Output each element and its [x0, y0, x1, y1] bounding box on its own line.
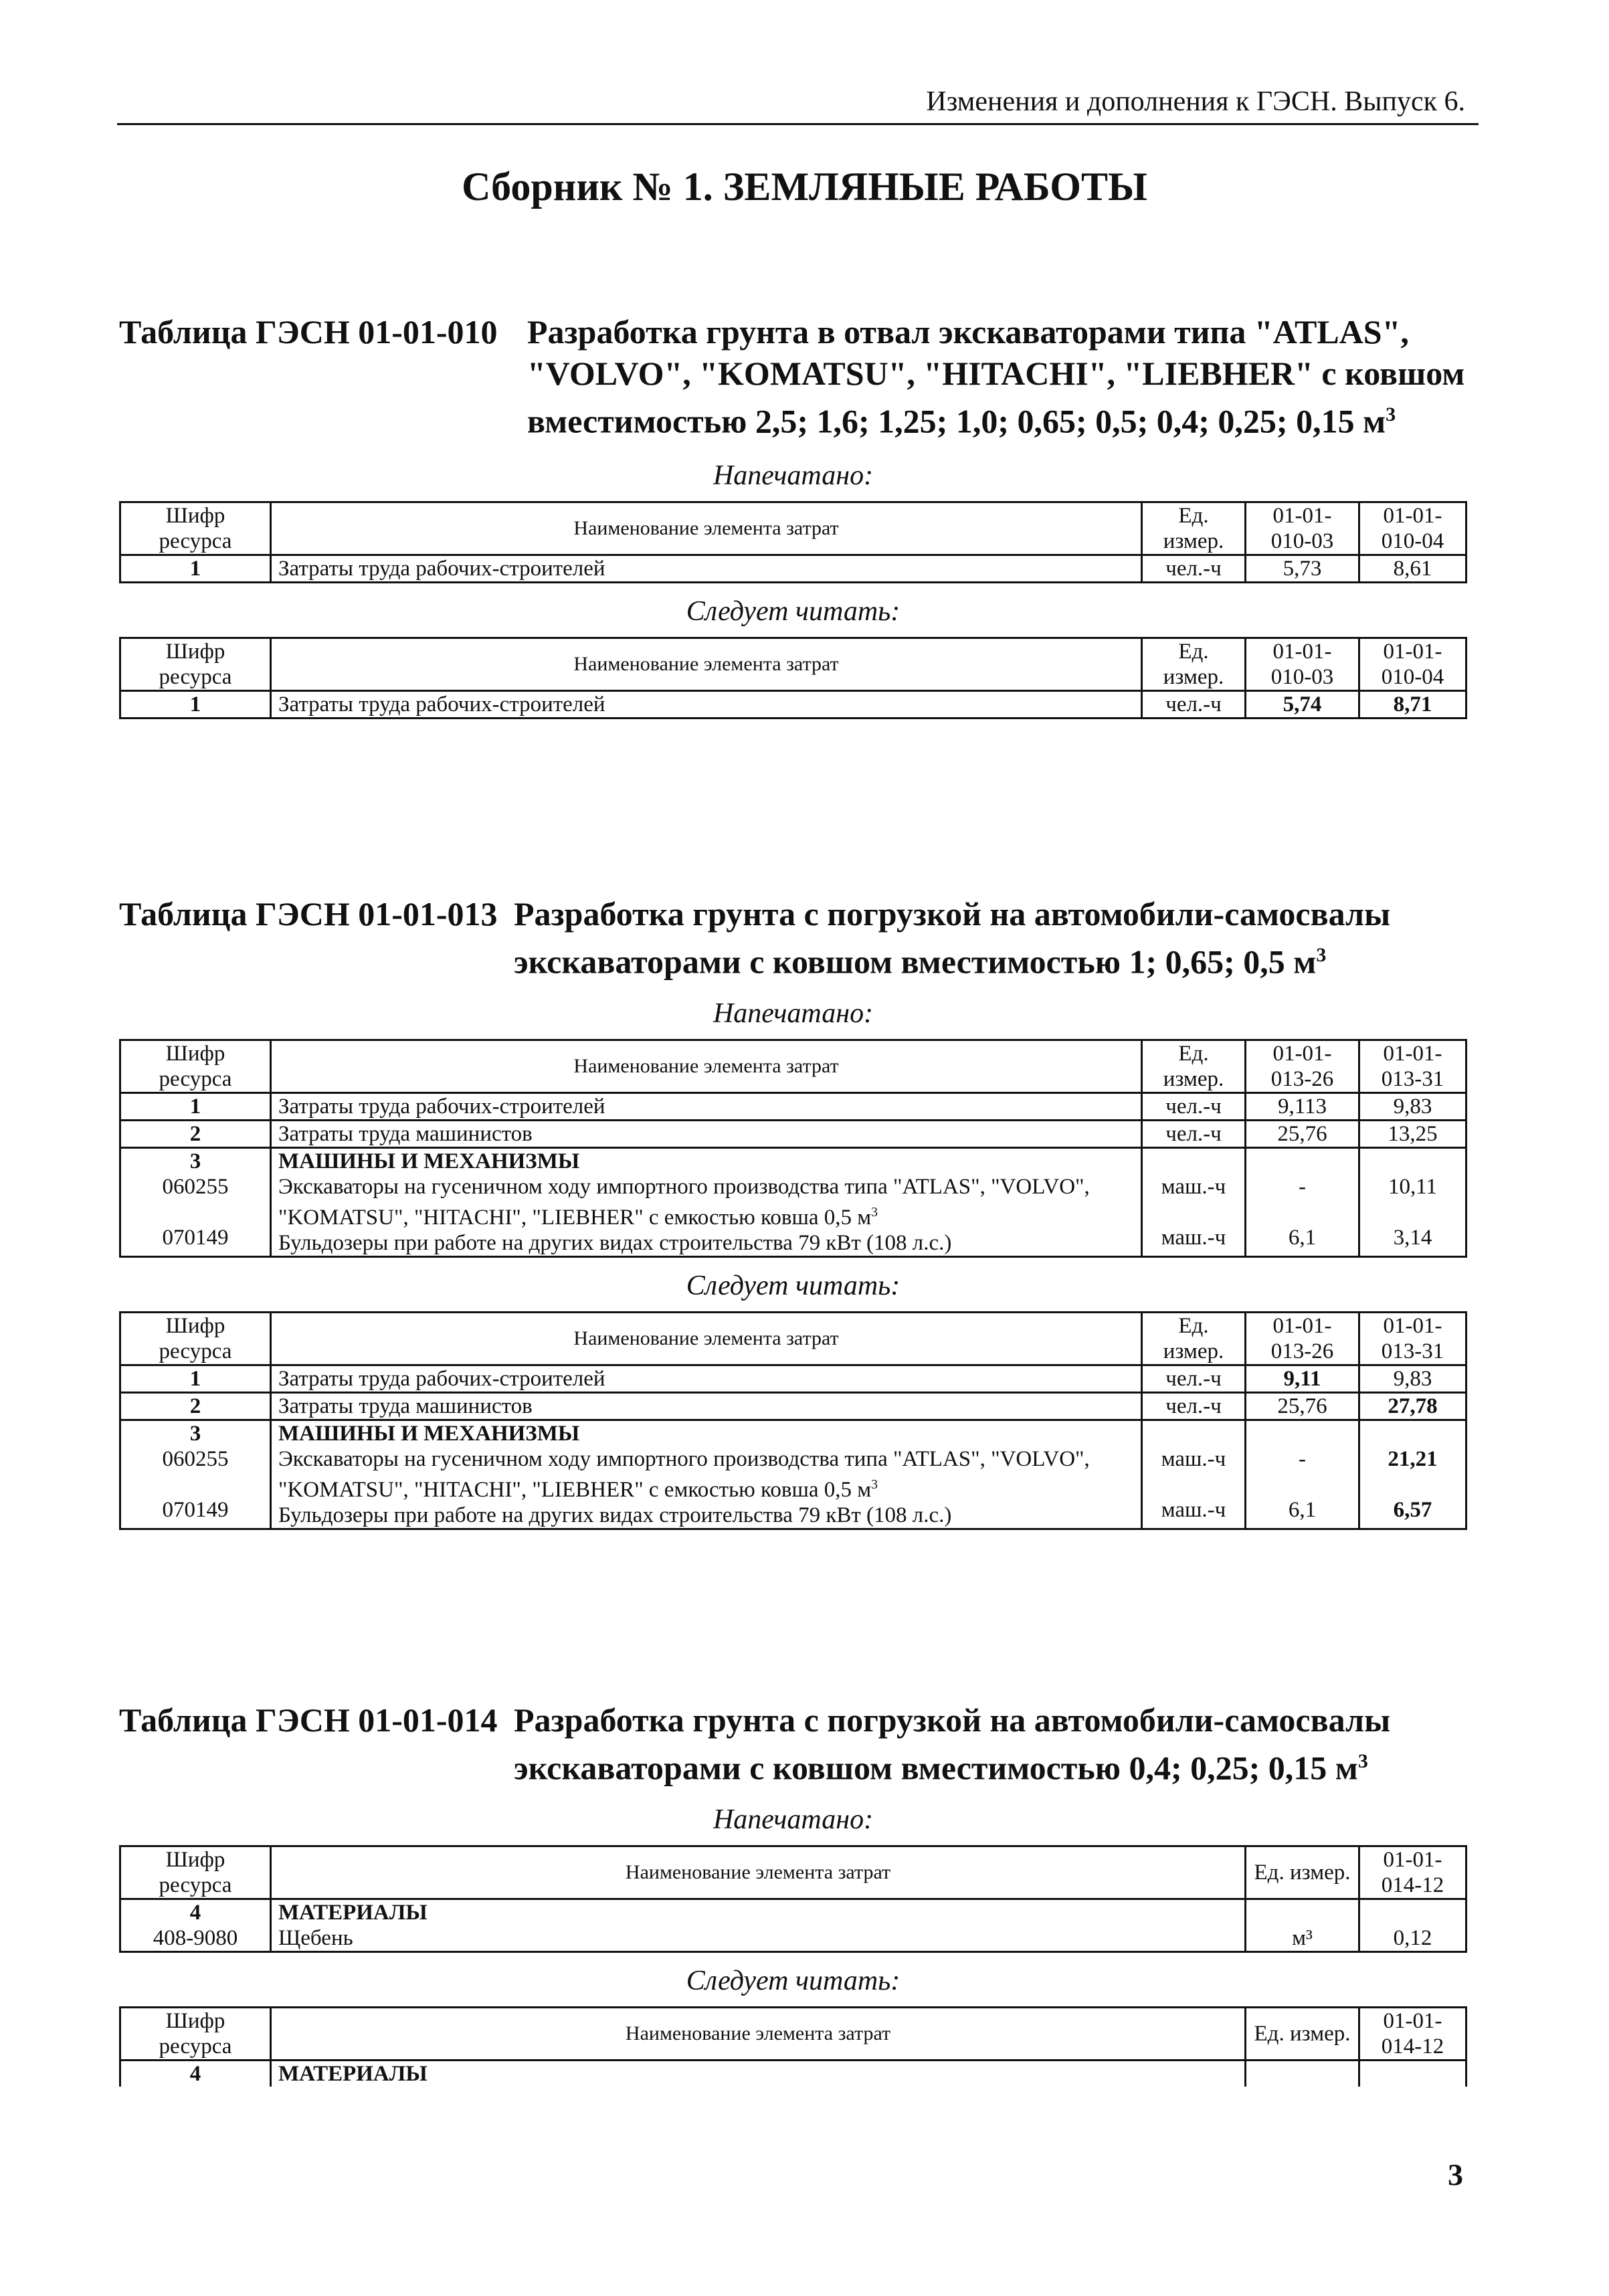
resource-code: 4: [120, 2060, 271, 2087]
header-row: [120, 1312, 1466, 1365]
resource-value: 27,78: [1359, 1392, 1466, 1420]
resource-name: Затраты труда рабочих-строителей: [271, 690, 1142, 718]
table-should-read: [119, 2006, 1467, 2087]
resource-code: 3: [189, 1149, 201, 1173]
col-name-header: Наименование элемента затрат: [271, 502, 1142, 555]
resource-code: 1: [120, 1092, 271, 1120]
unit-superscript: 3: [1357, 1750, 1368, 1772]
col-code-header: Шифр ресурса: [120, 638, 271, 690]
caption-printed: Напечатано:: [713, 997, 874, 1029]
resource-name: Затраты труда машинистов: [271, 1120, 1142, 1147]
resource-name: Экскаваторы на гусеничном ходу импортного производства типа "ATLAS", "VOLVO", "KOMATSU", "HITACHI", "LIEBHER" с емкостью ковша 0,5 м: [278, 1446, 1090, 1502]
col-code-header: Шифр ресурса: [120, 1846, 271, 1899]
resource-value: 25,76: [1246, 1120, 1359, 1147]
table-title: [119, 893, 1467, 983]
col-norm-header: 01-01-014-12: [1359, 2007, 1466, 2060]
resource-name: Затраты труда машинистов: [271, 1392, 1142, 1420]
resource-unit: маш.-ч: [1161, 1225, 1226, 1250]
resource-name: Затраты труда рабочих-строителей: [271, 555, 1142, 582]
resource-value: 6,1: [1288, 1225, 1317, 1250]
resource-unit: чел.-ч: [1142, 1392, 1246, 1420]
table-label: Таблица ГЭСН 01-01-013: [119, 895, 498, 933]
section-01-01-014: [119, 1699, 1467, 2087]
resource-value: 6,1: [1288, 1497, 1317, 1522]
col-norm-header: 01-01-013-26: [1246, 1040, 1359, 1092]
col-norm-header: 01-01-010-04: [1359, 502, 1466, 555]
col-norm-header: 01-01-010-03: [1246, 502, 1359, 555]
resource-name: МАШИНЫ И МЕХАНИЗМЫ: [278, 1421, 580, 1446]
caption-printed: Напечатано:: [713, 460, 874, 491]
resource-code: 4: [189, 1900, 201, 1925]
col-name-header: Наименование элемента затрат: [271, 1312, 1142, 1365]
resource-value: 25,76: [1246, 1392, 1359, 1420]
resource-value: 8,61: [1359, 555, 1466, 582]
caption-should-read: Следует читать:: [686, 1270, 901, 1301]
resource-code: 2: [120, 1392, 271, 1420]
resource-code: 408-9080: [153, 1925, 238, 1950]
resource-name: МАТЕРИАЛЫ: [271, 2060, 1246, 2087]
resource-unit: м³: [1292, 1925, 1313, 1950]
resource-name: Затраты труда рабочих-строителей: [271, 1365, 1142, 1392]
resource-value: 0,12: [1393, 1925, 1432, 1950]
table-should-read: [119, 637, 1467, 719]
table-description: Разработка грунта с погрузкой на автомобили-самосвалы экскаваторами с ковшом вместимостью 0,4; 0,25; 0,15 м: [514, 1701, 1391, 1787]
resource-name: МАТЕРИАЛЫ: [278, 1900, 428, 1925]
resource-unit: чел.-ч: [1142, 1365, 1246, 1392]
resource-name: Экскаваторы на гусеничном ходу импортного производства типа "ATLAS", "VOLVO", "KOMATSU", "HITACHI", "LIEBHER" с емкостью ковша 0,5 м: [278, 1174, 1090, 1230]
col-code-header: Шифр ресурса: [120, 1312, 271, 1365]
resource-name: Бульдозеры при работе на других видах строительства 79 кВт (108 л.с.): [278, 1503, 952, 1527]
resource-value: 6,57: [1393, 1497, 1432, 1522]
resource-unit: маш.-ч: [1161, 1174, 1226, 1199]
table-description: Разработка грунта с погрузкой на автомобили-самосвалы экскаваторами с ковшом вместимостью 1; 0,65; 0,5 м: [514, 895, 1391, 981]
resource-code: 060255: [162, 1174, 229, 1199]
header-row: [120, 2007, 1466, 2060]
resource-unit: чел.-ч: [1142, 1092, 1246, 1120]
unit-superscript: 3: [1316, 944, 1327, 966]
resource-value: -: [1299, 1446, 1306, 1471]
col-norm-header: 01-01-010-03: [1246, 638, 1359, 690]
table-printed: [119, 501, 1467, 583]
col-name-header: Наименование элемента затрат: [271, 1040, 1142, 1092]
col-code-header: Шифр ресурса: [120, 502, 271, 555]
table-row: [120, 1365, 1466, 1392]
col-name-header: Наименование элемента затрат: [271, 638, 1142, 690]
col-norm-header: 01-01-010-04: [1359, 638, 1466, 690]
col-unit-header: Ед. измер.: [1142, 638, 1246, 690]
resource-unit: чел.-ч: [1142, 555, 1246, 582]
header-row: [120, 502, 1466, 555]
resource-code: 070149: [162, 1497, 229, 1522]
resource-code: 1: [120, 1365, 271, 1392]
col-unit-header: Ед. измер.: [1142, 502, 1246, 555]
table-title: [119, 311, 1467, 442]
table-title: [119, 1699, 1467, 1789]
caption-should-read: Следует читать:: [686, 595, 901, 627]
resource-value: -: [1299, 1174, 1306, 1199]
caption-should-read: Следует читать:: [686, 1965, 901, 1996]
resource-value: 9,113: [1246, 1092, 1359, 1120]
table-description: Разработка грунта в отвал экскаваторами типа "ATLAS", "VOLVO", "KOMATSU", "HITACHI", "LIEBHER" с ковшом вместимостью 2,5; 1,6; 1,25; 1,0; 0,65; 0,5; 0,4; 0,25; 0,15 м: [527, 313, 1465, 440]
resource-code: 060255: [162, 1446, 229, 1471]
resource-code: 070149: [162, 1225, 229, 1250]
page-number: 3: [1448, 2158, 1463, 2192]
col-unit-header: Ед. измер.: [1246, 1846, 1359, 1899]
col-norm-header: 01-01-013-31: [1359, 1312, 1466, 1365]
table-row: [120, 1392, 1466, 1420]
col-name-header: Наименование элемента затрат: [271, 1846, 1246, 1899]
running-header: Изменения и дополнения к ГЭСН. Выпуск 6.: [926, 86, 1465, 117]
resource-value: 21,21: [1388, 1446, 1438, 1471]
caption-printed: Напечатано:: [713, 1804, 874, 1835]
resource-unit: маш.-ч: [1161, 1497, 1226, 1522]
unit-superscript: 3: [871, 1476, 878, 1492]
resource-unit: чел.-ч: [1142, 1120, 1246, 1147]
table-row: [120, 690, 1466, 718]
resource-value: 10,11: [1388, 1174, 1438, 1199]
table-row: [120, 1120, 1466, 1147]
resource-value: 8,71: [1359, 690, 1466, 718]
col-code-header: Шифр ресурса: [120, 1040, 271, 1092]
col-unit-header: Ед. измер.: [1246, 2007, 1359, 2060]
resource-unit: маш.-ч: [1161, 1446, 1226, 1471]
section-01-01-013: [119, 893, 1467, 1530]
resource-name: МАШИНЫ И МЕХАНИЗМЫ: [278, 1149, 580, 1173]
table-row: [120, 1899, 1466, 1951]
collection-title: Сборник № 1. ЗЕМЛЯНЫЕ РАБОТЫ: [462, 165, 1147, 209]
table-printed: [119, 1845, 1467, 1953]
header-row: [120, 1846, 1466, 1899]
table-row: [120, 1147, 1466, 1256]
resource-code: 1: [120, 690, 271, 718]
resource-code: 3: [189, 1421, 201, 1446]
resource-value: 3,14: [1393, 1225, 1432, 1250]
resource-value: 13,25: [1359, 1120, 1466, 1147]
unit-superscript: 3: [871, 1204, 878, 1220]
col-unit-header: Ед. измер.: [1142, 1040, 1246, 1092]
resource-value: 9,83: [1359, 1092, 1466, 1120]
header-rule: [117, 123, 1479, 125]
table-row: [120, 2060, 1466, 2087]
resource-name: Затраты труда рабочих-строителей: [271, 1092, 1142, 1120]
unit-superscript: 3: [1386, 403, 1396, 425]
resource-code: 2: [120, 1120, 271, 1147]
table-row: [120, 1092, 1466, 1120]
resource-name: Бульдозеры при работе на других видах строительства 79 кВт (108 л.с.): [278, 1230, 952, 1255]
table-printed: [119, 1039, 1467, 1258]
col-name-header: Наименование элемента затрат: [271, 2007, 1246, 2060]
section-01-01-010: [119, 311, 1467, 719]
table-should-read: [119, 1311, 1467, 1530]
resource-code: 1: [120, 555, 271, 582]
header-row: [120, 638, 1466, 690]
col-unit-header: Ед. измер.: [1142, 1312, 1246, 1365]
table-row: [120, 555, 1466, 582]
resource-value: 5,74: [1246, 690, 1359, 718]
col-norm-header: 01-01-013-26: [1246, 1312, 1359, 1365]
table-label: Таблица ГЭСН 01-01-014: [119, 1701, 498, 1739]
table-label: Таблица ГЭСН 01-01-010: [119, 313, 498, 351]
col-code-header: Шифр ресурса: [120, 2007, 271, 2060]
resource-value: 5,73: [1246, 555, 1359, 582]
resource-name: Щебень: [278, 1925, 353, 1950]
resource-value: 9,11: [1246, 1365, 1359, 1392]
col-norm-header: 01-01-014-12: [1359, 1846, 1466, 1899]
header-row: [120, 1040, 1466, 1092]
table-row: [120, 1420, 1466, 1529]
col-norm-header: 01-01-013-31: [1359, 1040, 1466, 1092]
resource-value: 9,83: [1359, 1365, 1466, 1392]
resource-unit: чел.-ч: [1142, 690, 1246, 718]
